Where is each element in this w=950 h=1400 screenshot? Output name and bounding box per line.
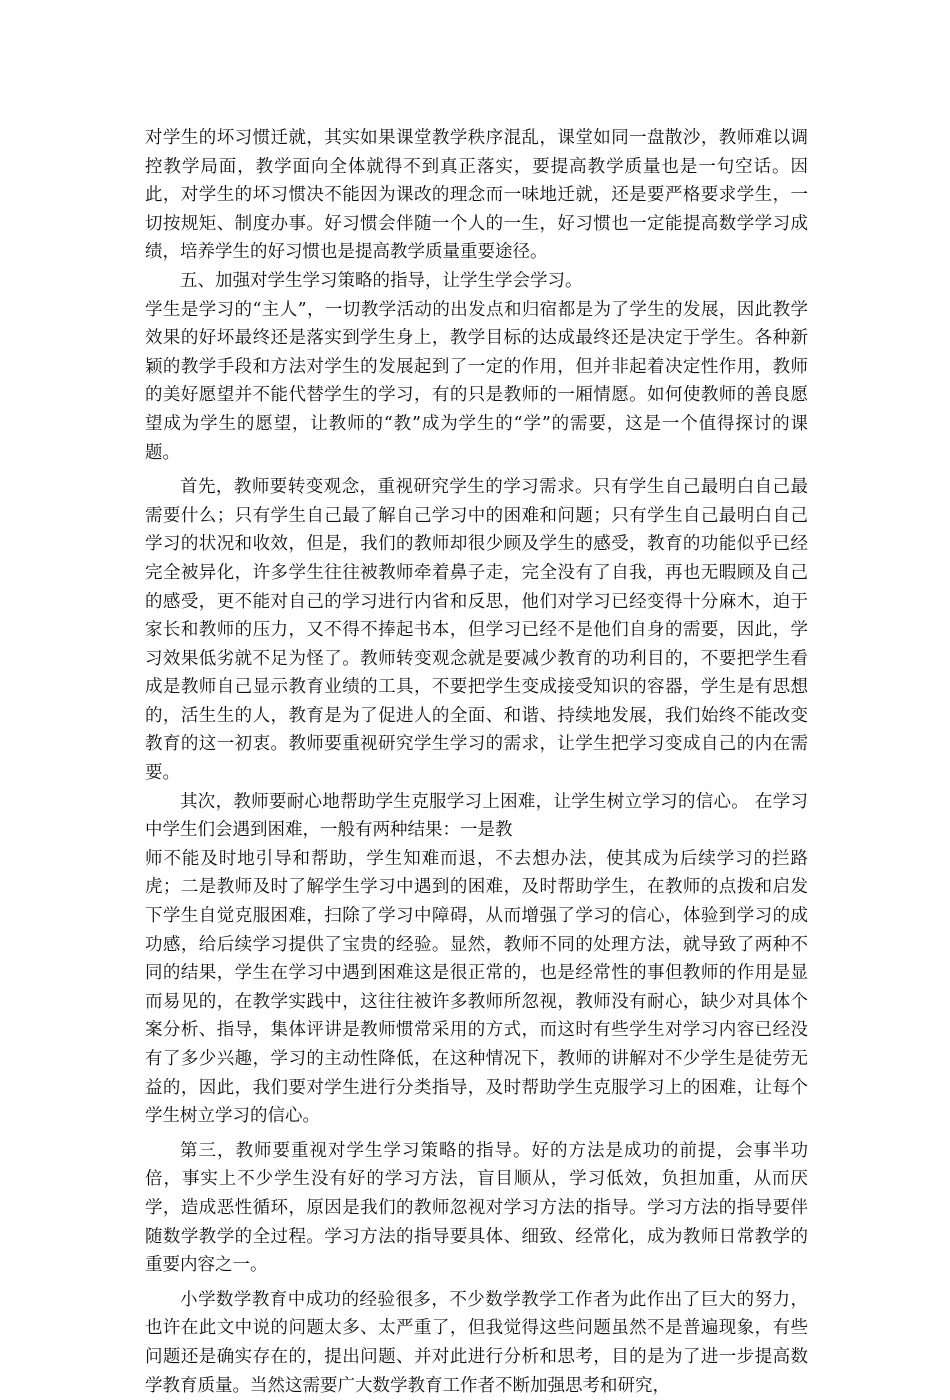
paragraph-habits-conclusion: 对学生的坏习惯迁就，其实如果课堂教学秩序混乱，课堂如同一盘散沙，教师难以调控教学局面，教学面向全体就得不到真正落实，要提高教学质量也是一句空话。因此，对学生的坏习惯决不能因为课改的理念而一味地迁就，还是要严格要求学生，一切按规矩、制度办事。好习惯会伴随一个人的一生，好习惯也一定能提高数学学习成绩，培养学生的好习惯也是提高教学质量重要途径。 (145, 128, 808, 263)
paragraph-second-continued: 师不能及时地引导和帮助，学生知难而退，不去想办法，使其成为后续学习的拦路虎；二是教师及时了解学生学习中遇到的困难，及时帮助学生，在教师的点拨和启发下学生自觉克服困难，扫除了学习中障碍，从而增强了学习的信心，体验到学习的成功感，给后续学习提供了宝贵的经验。显然，教师不同的处理方法，就导致了两种不同的结果，学生在学习中遇到困难这是很正常的，也是经常性的事但教师的作用是显而易见的，在教学实践中，这往往被许多教师所忽视，教师没有耐心，缺少对具体个案分析、指导，集体评讲是教师惯常采用的方式，而这时有些学生对学习内容已经没有了多少兴趣，学习的主动性降低，在这种情况下，教师的讲解对不少学生是徒劳无益的，因此，我们要对学生进行分类指导，及时帮助学生克服学习上的困难，让每个学生树立学习的信心。 (145, 848, 808, 1127)
paragraph-second-help-difficulties: 其次，教师要耐心地帮助学生克服学习上困难，让学生树立学习的信心。 在学习中学生们会遇到困难，一般有两种结果：一是教 (145, 791, 808, 841)
section-heading-five: 五、加强对学生学习策略的指导，让学生学会学习。 (180, 270, 583, 291)
paragraph-students-as-masters: 学生是学习的“主人”，一切教学活动的出发点和归宿都是为了学生的发展，因此教学效果的好坏最终还是落实到学生身上，教学目标的达成最终还是决定于学生。各种新颖的教学手段和方法对学生的发展起到了一定的作用，但并非起着决定性作用，教师的美好愿望并不能代替学生的学习，有的只是教师的一厢情愿。如何使教师的善良愿望成为学生的愿望，让教师的“教”成为学生的“学”的需要，这是一个值得探讨的课题。 (145, 299, 808, 463)
document-page (145, 124, 808, 1400)
paragraph-third-learning-strategy: 第三，教师要重视对学生学习策略的指导。好的方法是成功的前提，会事半功倍，事实上不少学生没有好的学习方法，盲目顺从，学习低效，负担加重，从而厌学，造成恶性循环，原因是我们的教师忽视对学习方法的指导。学习方法的指导要伴随数学教学的全过程。学习方法的指导要具体、细致、经常化，成为教师日常教学的重要内容之一。 (145, 1140, 808, 1276)
paragraph-first-change-concepts: 首先，教师要转变观念，重视研究学生的学习需求。只有学生自己最明白自己最需要什么；只有学生自己最了解自己学习中的困难和问题；只有学生自己最明白自己学习的状况和收效，但是，我们的教师却很少顾及学生的感受，教育的功能似乎已经完全被异化，许多学生往往被教师牵着鼻子走，完全没有了自我，再也无暇顾及自己的感受，更不能对自己的学习进行内省和反思，他们对学习已经变得十分麻木，迫于家长和教师的压力，又不得不捧起书本，但学习已经不是他们自身的需要，因此，学习效果低劣就不足为怪了。教师转变观念就是要减少教育的功利目的，不要把学生看成是教师自己显示教育业绩的工具，不要把学生变成接受知识的容器，学生是有思想的，活生生的人，教育是为了促进人的全面、和谐、持续地发展，我们始终不能改变教育的这一初衷。教师要重视研究学生学习的需求，让学生把学习变成自己的内在需要。 (145, 477, 808, 784)
paragraph-closing-summary: 小学数学教育中成功的经验很多，不少数学教学工作者为此作出了巨大的努力，也许在此文中说的问题太多、太严重了，但我觉得这些问题虽然不是普遍现象，有些问题还是确实存在的，提出问题、并对此进行分析和思考，目的是为了进一步提高数学教育质量。当然这需要广大数学教育工作者不断加强思考和研究， (145, 1289, 808, 1396)
